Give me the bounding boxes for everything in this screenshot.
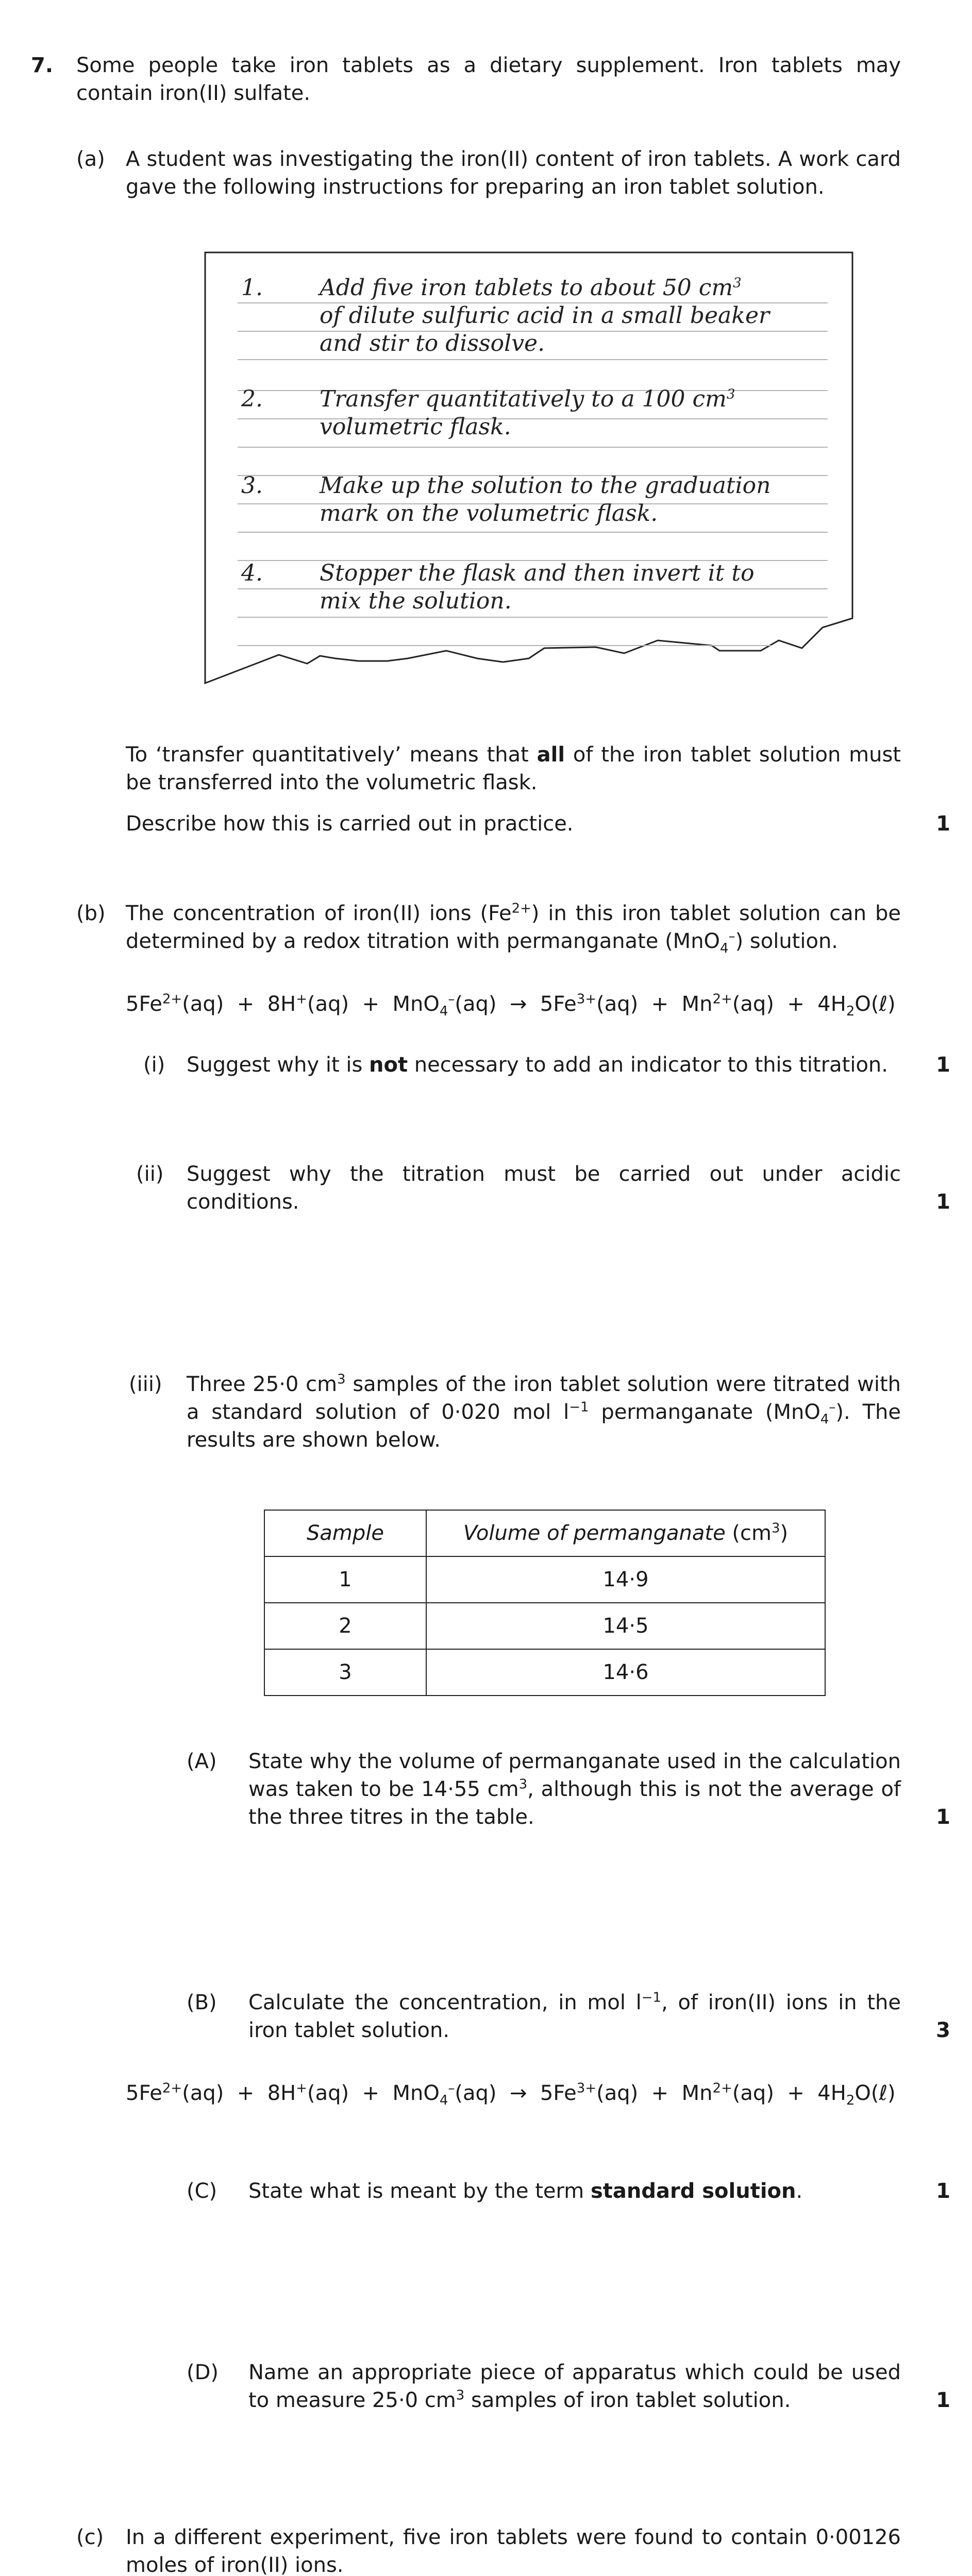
- question-number: 7.: [31, 54, 54, 77]
- card-item-text: mix the solution.: [320, 588, 512, 614]
- part-a-question: Describe how this is carried out in practice.: [126, 812, 574, 836]
- card-item-number: 2.: [241, 386, 263, 412]
- part-b-iii-B-question: Calculate the concentration, in mol $l^{-1}$, of iron(II) ions in the iron tablet solution.: [248, 1990, 901, 2042]
- card-item-text: Transfer quantitatively to a 100 $cm^3$: [320, 386, 735, 412]
- card-item-text: mark on the volumetric flask.: [320, 500, 658, 527]
- card-item-text: of dilute sulfuric acid in a small beaker: [320, 302, 770, 329]
- redox-equation: $5Fe^{2+}(aq) + 8H^+(aq) + MnO_4^-(aq) \to 5Fe^{3+}(aq) + Mn^{2+}(aq)$ + $4H_2O(\ell)$: [126, 991, 896, 1019]
- cell-sample: 2: [264, 1603, 426, 1649]
- question-intro: Some people take iron tablets as a dietary supplement. Iron tablets may contain iron(II) sulfate.: [76, 54, 901, 105]
- cell-sample: 1: [264, 1556, 426, 1603]
- marks: 3: [936, 2019, 950, 2042]
- transfer-definition: To ‘transfer quantitatively’ means that all of the iron tablet solution must be transferred into the volumetric flask.: [126, 743, 901, 794]
- part-b-iii-intro: Three 25·0 $cm^3$ samples of the iron tablet solution were titrated with a standard solution of 0·020 mol $l^{-1}$ permanganate (MnO$_4$–). The results are shown below.: [187, 1371, 901, 1452]
- table-header-row: [264, 1510, 825, 1556]
- marks: 1: [936, 812, 950, 836]
- cell-sample: 3: [264, 1649, 426, 1696]
- part-b-iii-B-label: (B): [187, 1991, 217, 2014]
- column-header-volume: Volume of permanganate $(cm^3)$: [426, 1510, 825, 1556]
- part-a-label: (a): [76, 147, 105, 171]
- card-item-number: 1.: [241, 275, 263, 301]
- part-b-iii-C-label: (C): [187, 2179, 217, 2203]
- cell-volume: 14·9: [426, 1556, 825, 1603]
- part-b-intro: The concentration of iron(II) ions $(Fe^{2+})$ in this iron tablet solution can be determined by a redox titration with permanganate (MnO$_4$–) solution.: [126, 901, 901, 956]
- card-item-text: Stopper the flask and then invert it to: [320, 560, 755, 586]
- part-a-intro: A student was investigating the iron(II) content of iron tablets. A work card gave the following instructions for preparing an iron tablet solution.: [126, 147, 901, 199]
- part-b-iii-D-question: Name an appropriate piece of apparatus which could be used to measure 25·0 $cm^3$ samples of iron tablet solution.: [248, 2361, 901, 2412]
- part-b-iii-A-question: State why the volume of permanganate used in the calculation was taken to be 14·55 $cm^3$, although this is not the average of the three titres in the table.: [248, 1750, 901, 1829]
- marks: 1: [936, 1053, 950, 1077]
- cell-volume: 14·6: [426, 1649, 825, 1696]
- card-item-text: and stir to dissolve.: [320, 330, 545, 357]
- part-b-iii-C-question: State what is meant by the term standard solution.: [248, 2179, 803, 2203]
- part-b-iii-label: (iii): [129, 1372, 162, 1396]
- part-c-label: (c): [76, 2526, 104, 2549]
- part-b-i-question: Suggest why it is not necessary to add an indicator to this titration.: [187, 1053, 888, 1077]
- part-b-label: (b): [76, 902, 106, 925]
- marks: 1: [936, 1190, 950, 1214]
- card-item-text: Make up the solution to the graduation: [320, 472, 771, 499]
- column-header-sample: Sample: [264, 1510, 426, 1556]
- card-item-text: Add five iron tablets to about 50 $cm^3$: [320, 275, 742, 301]
- card-item-text: volumetric flask.: [320, 414, 511, 440]
- card-item-number: 3.: [241, 472, 263, 499]
- part-b-ii-question: Suggest why the titration must be carried out under acidic conditions.: [187, 1162, 901, 1214]
- results-table: [264, 1510, 826, 1696]
- part-c-text: In a different experiment, five iron tablets were found to contain 0·00126 moles of iron(II) ions.: [126, 2526, 901, 2576]
- table-row: [264, 1603, 825, 1649]
- part-b-ii-label: (ii): [136, 1162, 164, 1186]
- part-b-iii-A-label: (A): [187, 1750, 217, 1773]
- marks: 1: [936, 2388, 950, 2412]
- part-b-iii-D-label: (D): [187, 2361, 219, 2384]
- cell-volume: 14·5: [426, 1603, 825, 1649]
- table-row: [264, 1649, 825, 1696]
- marks: 1: [936, 2179, 950, 2203]
- marks: 1: [936, 1805, 950, 1829]
- part-b-i-label: (i): [143, 1053, 165, 1077]
- card-item-number: 4.: [241, 560, 263, 586]
- redox-equation: $5Fe^{2+}(aq) + 8H^+(aq) + MnO_4^-(aq) \to 5Fe^{3+}(aq) + Mn^{2+}(aq)$ + $4H_2O(\ell)$: [126, 2080, 896, 2108]
- table-row: [264, 1556, 825, 1603]
